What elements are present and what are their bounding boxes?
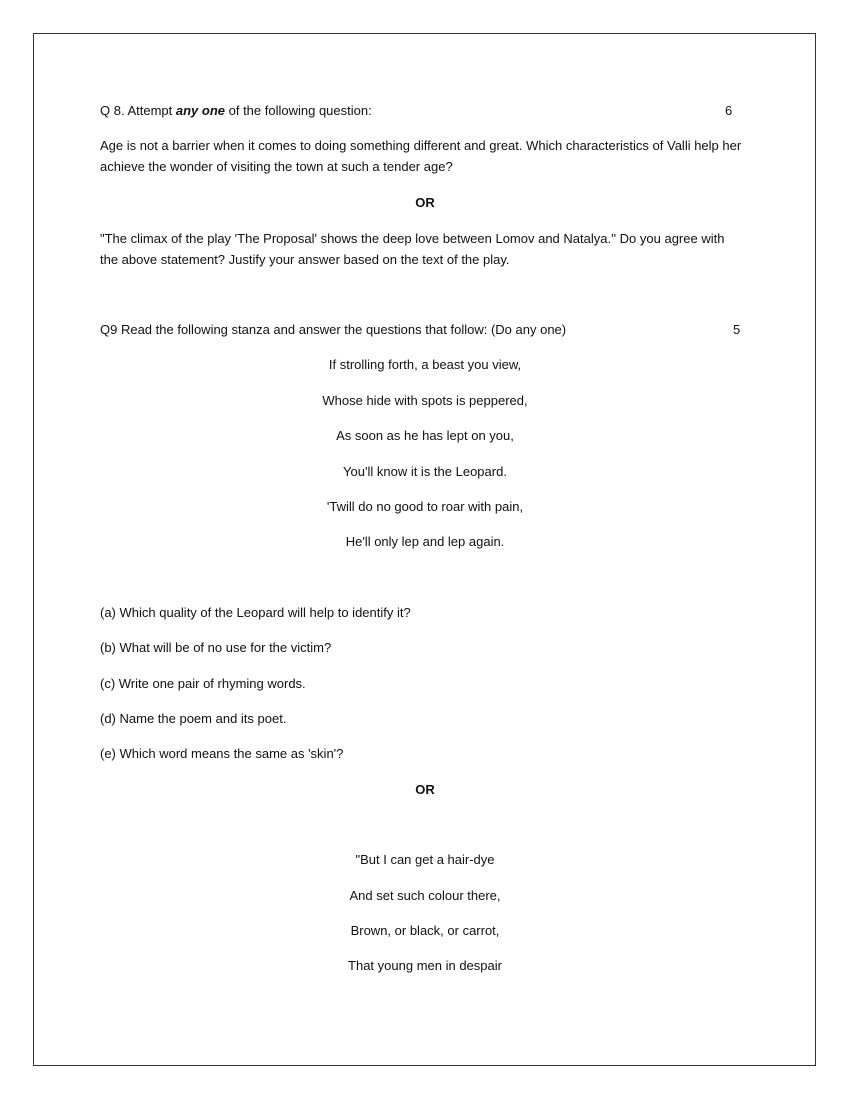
stanza2-line: And set such colour there, <box>349 888 501 903</box>
question-item: (a) Which quality of the Leopard will help to identify it? <box>100 605 411 620</box>
stanza-line: 'Twill do no good to roar with pain, <box>326 499 524 514</box>
q8-option-a: Age is not a barrier when it comes to doing something different and great. Which characteristics of Valli help her achieve the wonder of visiting the town at such a tender age? <box>100 138 742 174</box>
q9-heading: Q9 Read the following stanza and answer the questions that follow: (Do any one) <box>100 322 567 337</box>
question-item: (e) Which word means the same as 'skin'? <box>100 746 344 761</box>
q8-marks: 6 <box>725 103 733 118</box>
stanza-line: He'll only lep and lep again. <box>345 534 505 549</box>
stanza2-line: That young men in despair <box>348 958 502 973</box>
q8-heading-prefix: Q 8. Attempt <box>100 103 176 118</box>
stanza-line: If strolling forth, a beast you view, <box>328 357 522 372</box>
question-item: (c) Write one pair of rhyming words. <box>100 676 306 691</box>
stanza2-line: "But I can get a hair-dye <box>355 852 495 867</box>
q8-heading-emphasis: any one <box>175 103 225 118</box>
stanza2-line: Brown, or black, or carrot, <box>350 923 500 938</box>
q8-heading-suffix: of the following question: <box>225 103 372 118</box>
q9-or-separator: OR <box>415 782 435 797</box>
q8-option-b: "The climax of the play 'The Proposal' shows the deep love between Lomov and Natalya.'' Do you agree with the above statement? Justify your answer based on the text of the play. <box>100 231 725 267</box>
stanza-line: As soon as he has lept on you, <box>336 428 514 443</box>
stanza-line: You'll know it is the Leopard. <box>343 464 507 479</box>
stanza-line: Whose hide with spots is peppered, <box>322 393 528 408</box>
q8-or-separator: OR <box>415 195 435 210</box>
question-item: (d) Name the poem and its poet. <box>100 711 287 726</box>
q8-heading <box>100 100 745 121</box>
q9-marks: 5 <box>733 322 741 337</box>
question-item: (b) What will be of no use for the victim? <box>100 640 332 655</box>
